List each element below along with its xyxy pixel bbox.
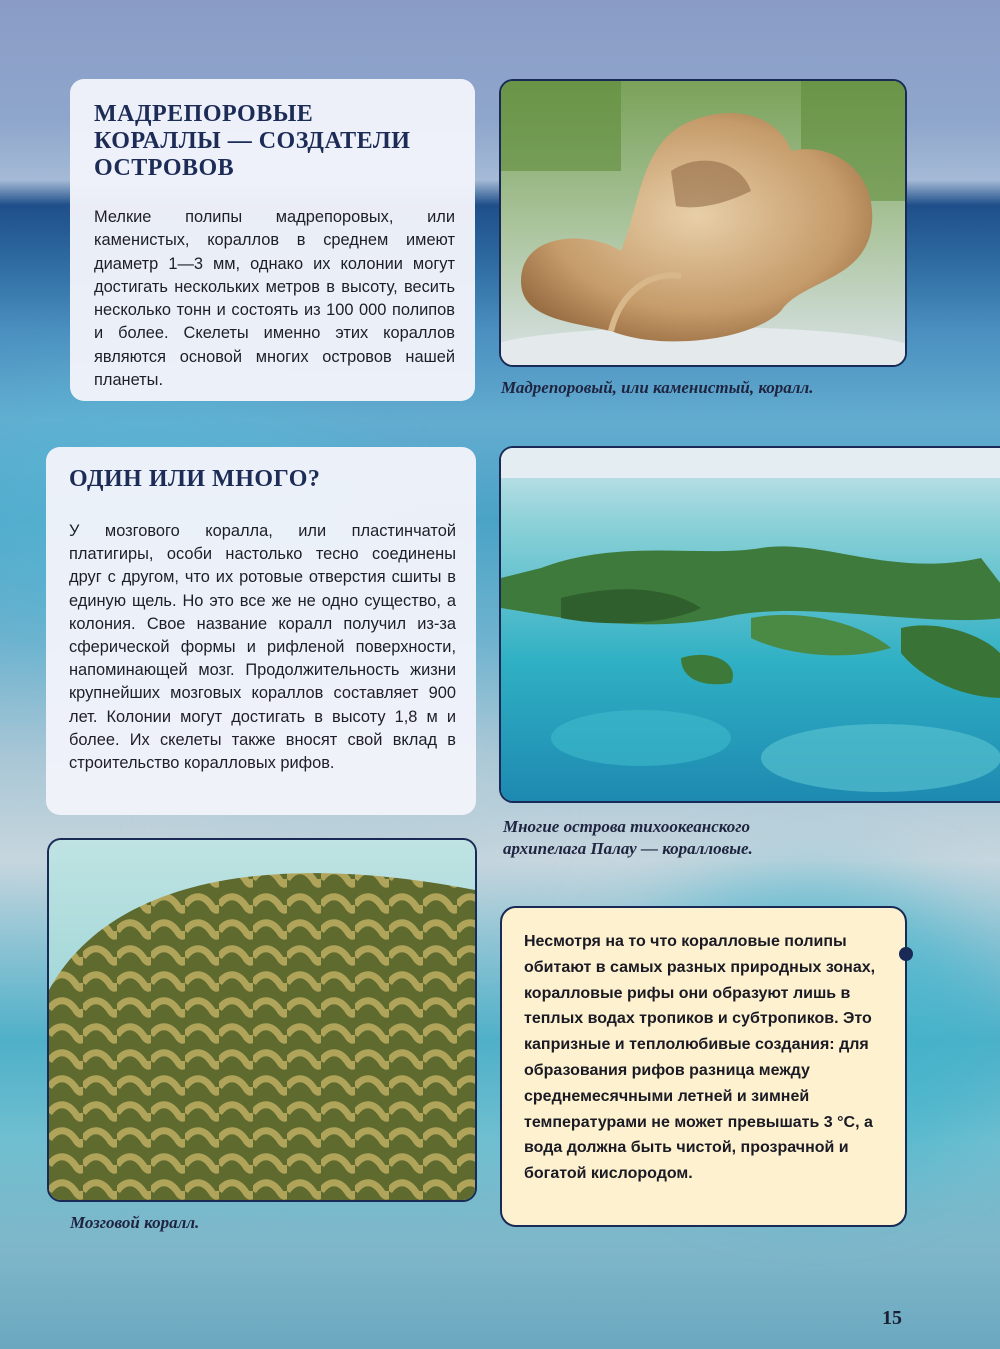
- fact-box-bullet: [899, 947, 913, 961]
- caption-madreporic: Мадрепоровый, или каменистый, коралл.: [501, 378, 814, 397]
- fact-box: [500, 906, 907, 1227]
- page-number: 15: [882, 1307, 902, 1329]
- caption-palau: Многие острова тихоокеанского архипелага Палау — коралловые.: [503, 817, 753, 858]
- section-body: У мозгового коралла, или пластинчатой платигиры, особи настолько тесно соединены друг с другом, что их ротовые отверстия сшиты в единую щель. Но это все же не одно существо, а колония. Свое название коралл получил из-за сферической формы и рифленой поверхности, напоминающей мозг. Продолжительность жизни крупнейших мозговых кораллов составляет 900 лет. Колонии могут достигать в высоту 1,8 м и более. Их скелеты также вносят свой вклад в строительство коралловых рифов.: [69, 522, 456, 773]
- caption-brain-coral: Мозговой коралл.: [70, 1213, 200, 1232]
- section-heading: МАДРЕПОРОВЫЕ КОРАЛЛЫ — СОЗДАТЕЛИ ОСТРОВОВ: [94, 101, 411, 181]
- photo-palau-islands: [499, 446, 1000, 803]
- section-body: Мелкие полипы мадрепоровых, или каменистых, кораллов в среднем имеют диаметр 1—3 мм, однако их колонии могут достигать нескольких метров в высоту, весить несколько тонн и состоять из 100 000 полипов и более. Скелеты именно этих кораллов являются основой многих островов нашей планеты.: [94, 208, 455, 390]
- photo-brain-coral: [47, 838, 477, 1202]
- section-madreporic: [70, 79, 475, 401]
- islands-illustration: [501, 448, 1000, 803]
- section-heading: ОДИН ИЛИ МНОГО?: [69, 466, 321, 492]
- brain-coral-illustration: [49, 840, 475, 1200]
- fact-text: Несмотря на то что коралловые полипы обитают в самых разных природных зонах, коралловые рифы они образуют лишь в теплых водах тропиков и субтропиков. Это капризные и теплолюбивые создания: для образования рифов разница между среднемесячными летней и зимней температурами не может превышать 3 °C, а вода должна быть чистой, прозрачной и богатой кислородом.: [524, 933, 876, 1183]
- section-one-or-many: [46, 447, 476, 815]
- photo-madreporic-coral: [499, 79, 907, 367]
- coral-illustration: [501, 81, 905, 365]
